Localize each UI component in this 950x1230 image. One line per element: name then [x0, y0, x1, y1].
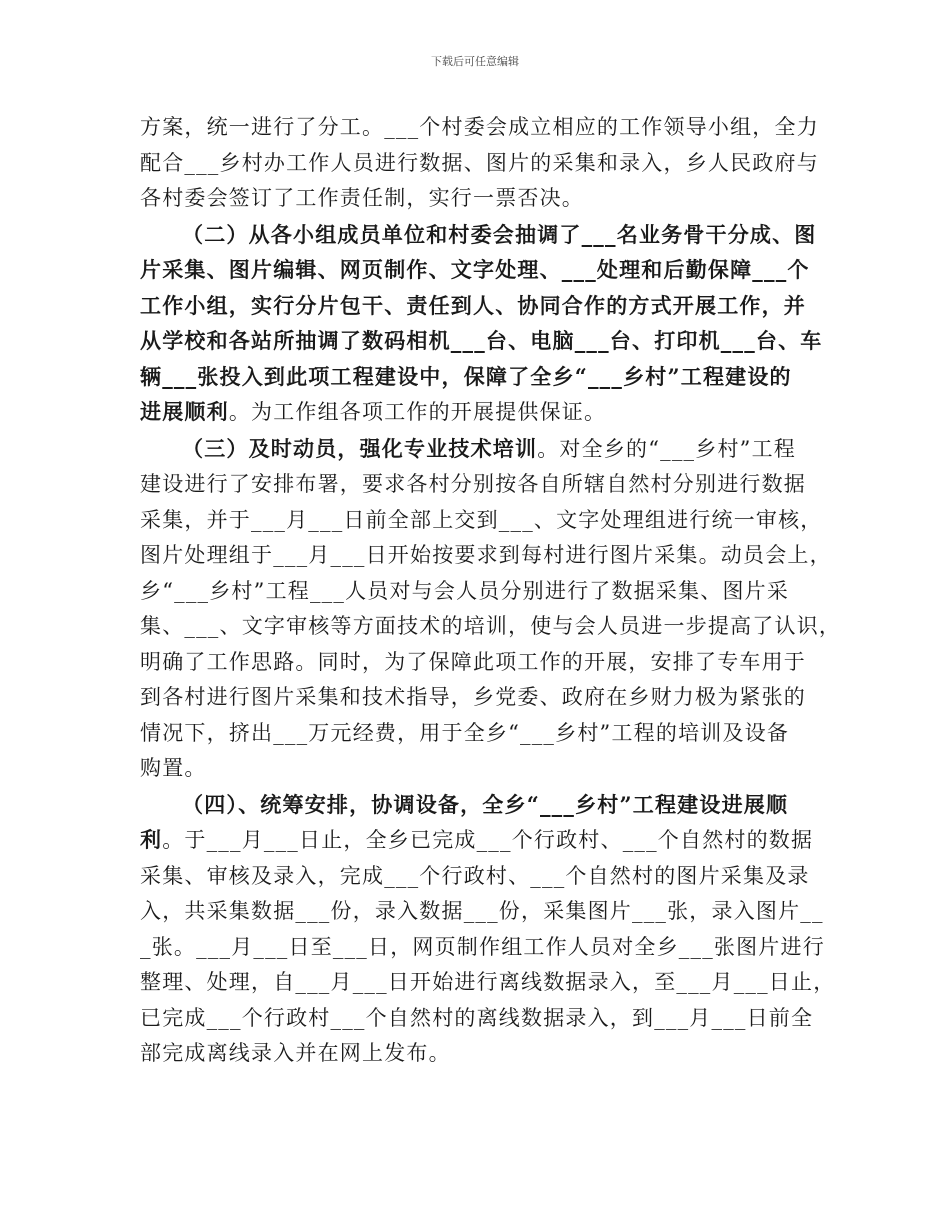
text-line: 采集、审核及录入，完成___个行政村、___个自然村的图片采集及录: [140, 863, 810, 888]
text-line: 到各村进行图片采集和技术指导，乡党委、政府在乡财力极为紧张的: [140, 685, 806, 709]
text-line: 从学校和各站所抽调了数码相机___台、电脑___台、打印机___台、车: [140, 328, 823, 353]
text-line: _张。___月___日至___日，网页制作组工作人员对全乡___张图片进行: [140, 934, 825, 959]
section-heading: （四）、统筹安排，协调设备，全乡“___乡村”工程建设进展顺: [182, 791, 789, 817]
text-line: 辆___张投入到此项工程建设中，保障了全乡“___乡村”工程建设的: [140, 363, 792, 389]
text-line: [140, 394, 830, 431]
page-header: 下载后可任意编辑: [431, 55, 519, 68]
text-line: 部完成离线录入并在网上发布。: [140, 1041, 451, 1065]
text-line: 整理、处理，自___月___日开始进行离线数据录入，至___月___日止，: [140, 970, 836, 994]
text-line: 已完成___个行政村___个自然村的离线数据录入，到___月___日前全: [140, 1005, 814, 1030]
text-line: 情况下，挤出___万元经费，用于全乡“___乡村”工程的培训及设备: [140, 720, 790, 745]
document-body: [140, 110, 842, 1072]
text-line: 配合___乡村办工作人员进行数据、图片的采集和录入，乡人民政府与: [140, 150, 819, 175]
text-line: 片采集、图片编辑、网页制作、文字处理、___处理和后勤保障___个: [140, 257, 810, 282]
text-run: 。对全乡的“___乡村”工程: [537, 436, 796, 461]
text-line: 各村委会签订了工作责任制，实行一票否决。: [140, 186, 584, 210]
paragraph-3: [140, 431, 842, 787]
text-line: （二）从各小组成员单位和村委会抽调了___名业务骨干分成、图: [182, 221, 817, 247]
text-line: 方案，统一进行了分工。___个村委会成立相应的工作领导小组，全力: [140, 115, 819, 139]
paragraph-4: [140, 787, 836, 1072]
text-line: 采集，并于___月___日前全部上交到___、文字处理组进行统一审核，: [140, 507, 823, 532]
text-line: 入，共采集数据___份，录入数据___份，采集图片___张，录入图片__: [140, 899, 824, 923]
text-line: [140, 431, 830, 468]
bold-phrase: 利: [140, 827, 163, 852]
text-run: 。于___月___日止，全乡已完成___个行政村、___个自然村的数据: [162, 828, 814, 852]
text-line: 乡“___乡村”工程___人员对与会人员分别进行了数据采集、图片采: [140, 578, 790, 603]
text-line: 建设进行了安排布署，要求各村分别按各自所辖自然村分别进行数据: [140, 472, 806, 496]
section-heading: （三）及时动员，强化专业技术培训: [182, 435, 538, 461]
text-line: 图片处理组于___月___日开始按要求到每村进行图片采集。动员会上，: [140, 543, 832, 567]
text-line: [140, 822, 830, 859]
text-line: 购置。: [140, 756, 207, 780]
bold-phrase: 进展顺利: [140, 399, 229, 424]
text-line: 工作小组，实行分片包干、责任到人、协同合作的方式开展工作，并: [140, 292, 806, 318]
paragraph-1: [140, 110, 830, 217]
text-line: 明确了工作思路。同时，为了保障此项工作的开展，安排了专车用于: [140, 649, 806, 674]
paragraph-2: [140, 217, 830, 431]
text-run: 。为工作组各项工作的开展提供保证。: [228, 400, 607, 424]
text-line: 集、___、文字审核等方面技术的培训，使与会人员进一步提高了认识，: [140, 614, 842, 638]
